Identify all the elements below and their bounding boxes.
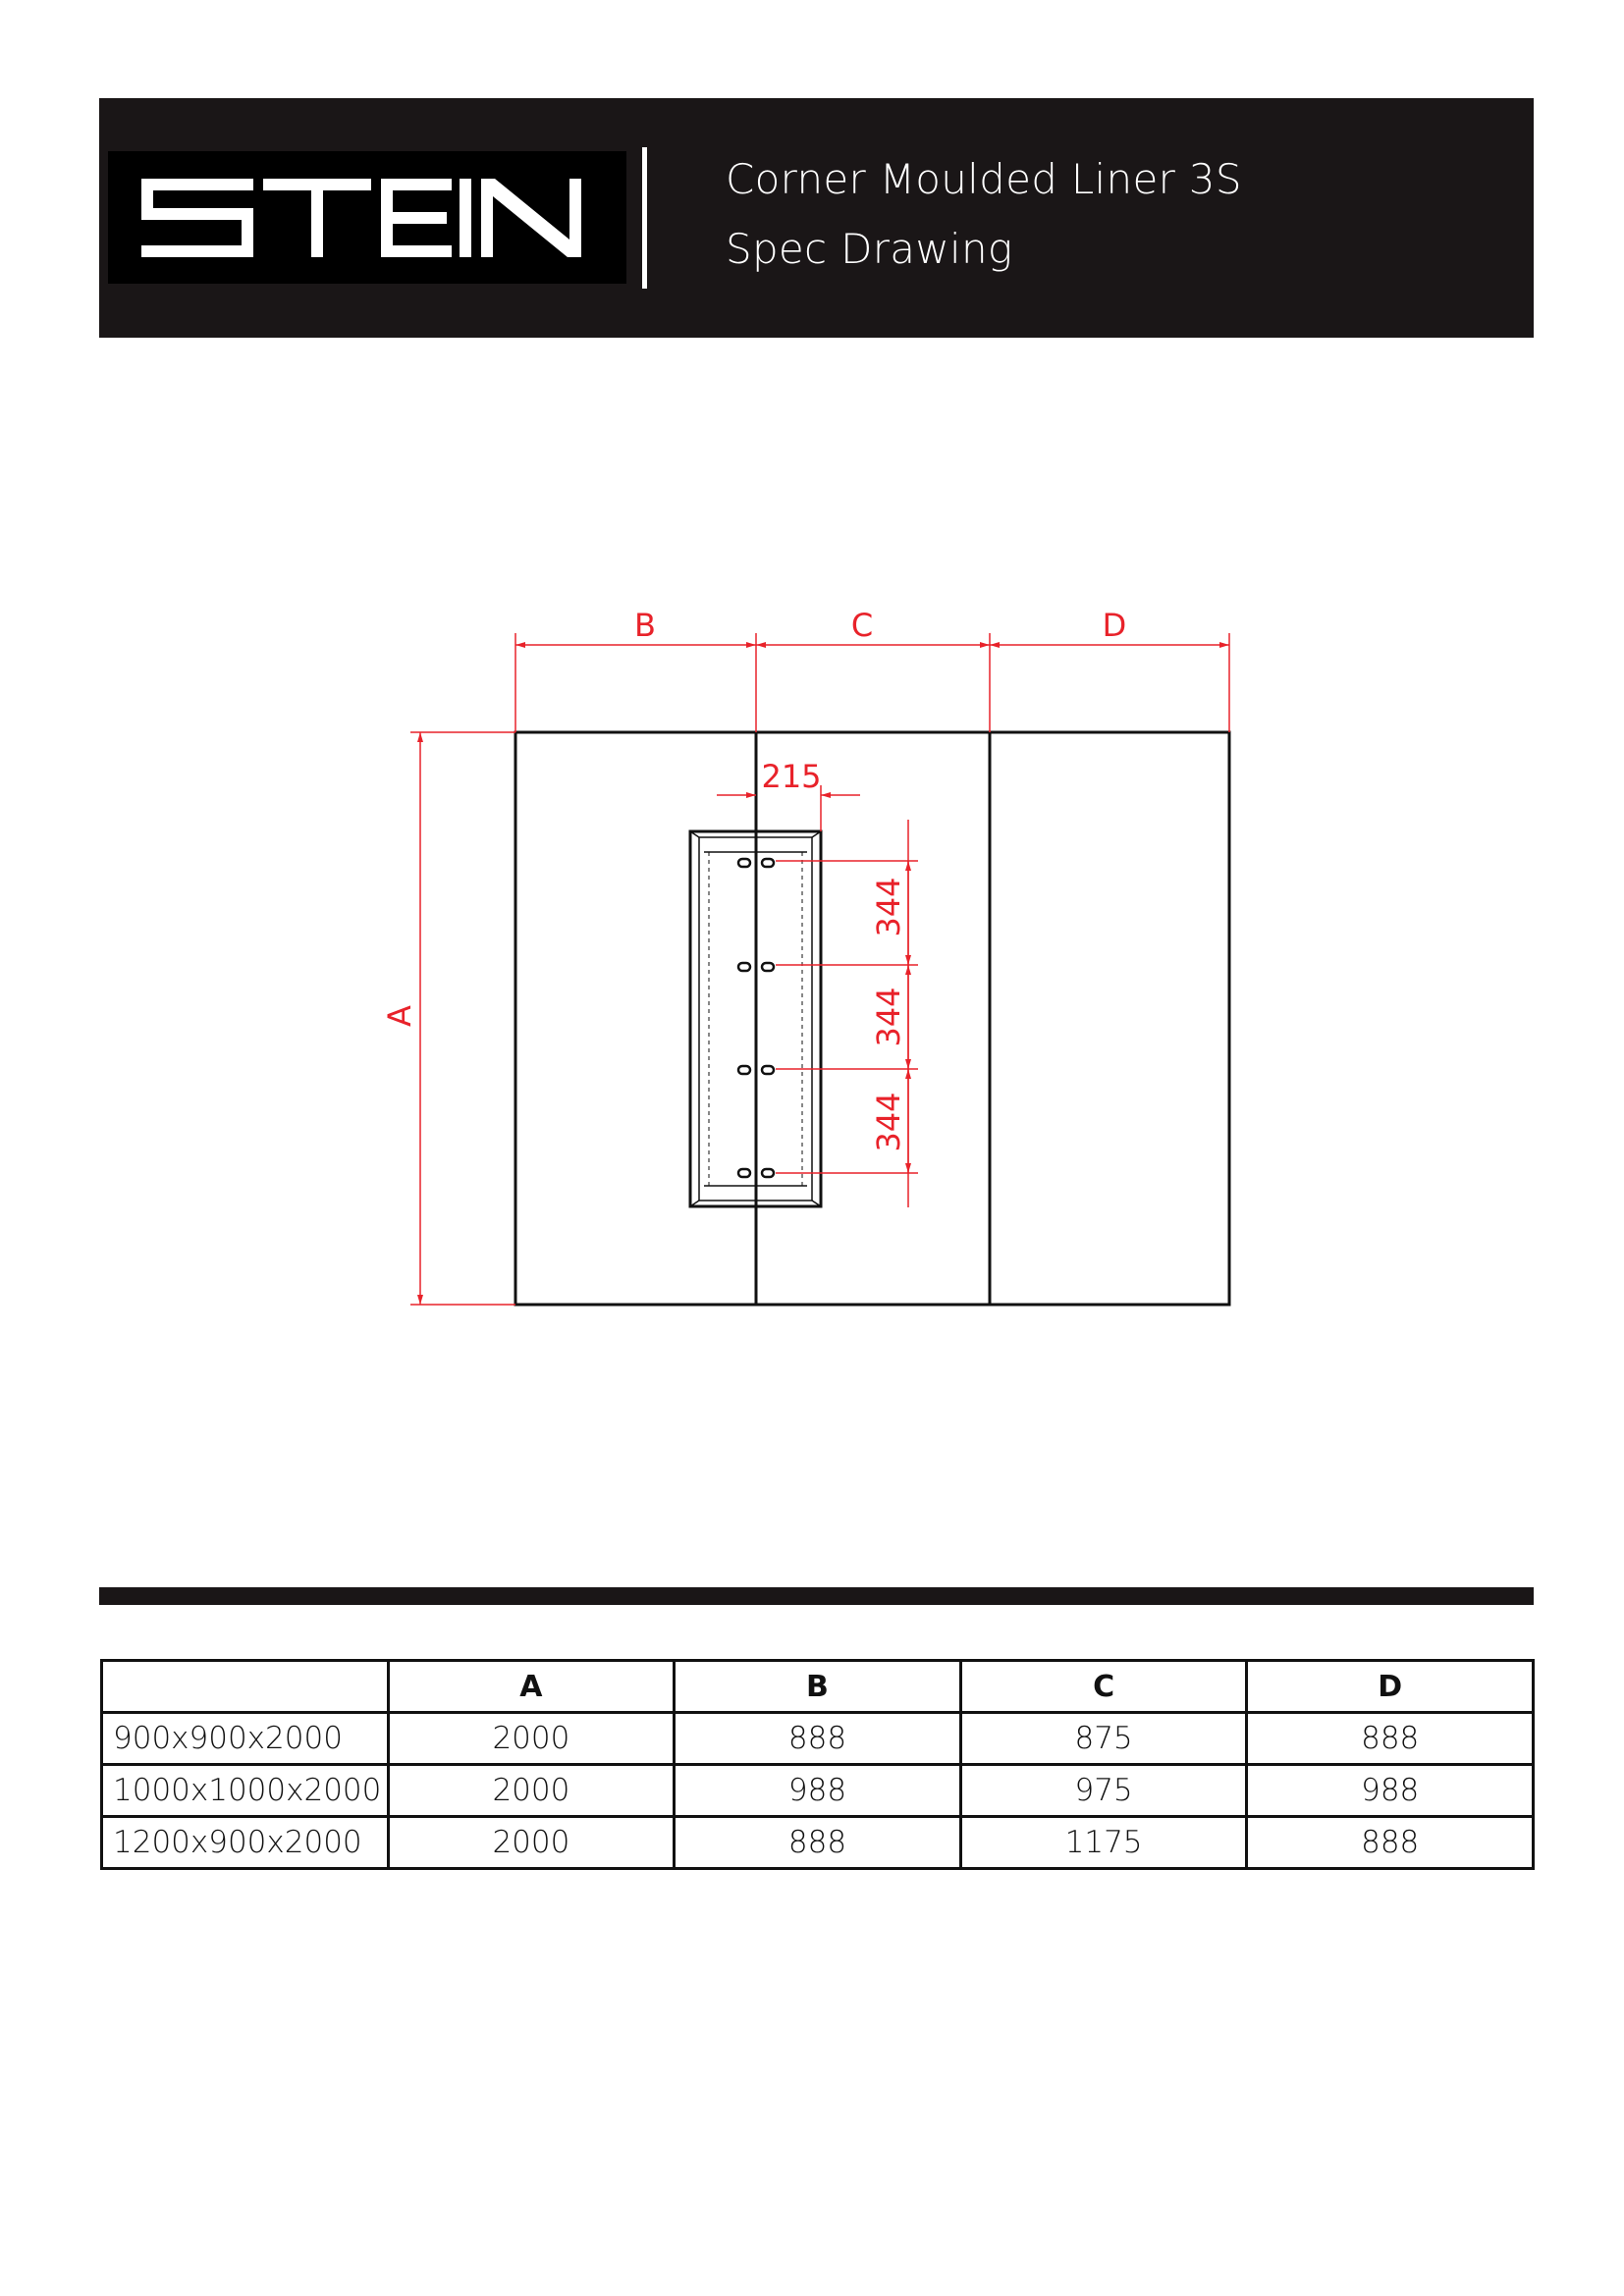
- table-cell-size: 1200x900x2000: [102, 1817, 389, 1869]
- table-row: [102, 1713, 1534, 1765]
- table-cell: 2000: [388, 1817, 675, 1869]
- table-header-c: C: [960, 1661, 1247, 1713]
- dimension-label-spacing-1: 344: [870, 877, 907, 937]
- dimension-label-spacing-3: 344: [870, 1092, 907, 1152]
- dimension-label-a: A: [381, 1005, 418, 1027]
- dimension-label-spacing-2: 344: [870, 987, 907, 1047]
- dimension-table: [100, 1659, 1535, 1870]
- table-cell: 988: [1247, 1765, 1534, 1817]
- section-divider-bar: [99, 1587, 1534, 1605]
- table-cell: 988: [675, 1765, 961, 1817]
- document-title: Corner Moulded Liner 3S: [726, 155, 1242, 203]
- table-cell: 888: [1247, 1817, 1534, 1869]
- table-row: [102, 1765, 1534, 1817]
- table-header-b: B: [675, 1661, 961, 1713]
- table-row: [102, 1817, 1534, 1869]
- table-header-d: D: [1247, 1661, 1534, 1713]
- dimension-label-hole-offset: 215: [761, 758, 822, 795]
- table-cell: 888: [675, 1817, 961, 1869]
- table-header-row: [102, 1661, 1534, 1713]
- table-header-size: [102, 1661, 389, 1713]
- table-cell: 1175: [960, 1817, 1247, 1869]
- dimension-label-b: B: [634, 607, 656, 644]
- table-cell: 875: [960, 1713, 1247, 1765]
- dimension-label-c: C: [850, 607, 874, 644]
- table-cell: 2000: [388, 1765, 675, 1817]
- table-cell-size: 900x900x2000: [102, 1713, 389, 1765]
- table-cell: 2000: [388, 1713, 675, 1765]
- dimension-label-d: D: [1102, 607, 1127, 644]
- document-subtitle: Spec Drawing: [726, 225, 1013, 273]
- table-header-a: A: [388, 1661, 675, 1713]
- table-cell-size: 1000x1000x2000: [102, 1765, 389, 1817]
- table-cell: 975: [960, 1765, 1247, 1817]
- table-cell: 888: [675, 1713, 961, 1765]
- table-cell: 888: [1247, 1713, 1534, 1765]
